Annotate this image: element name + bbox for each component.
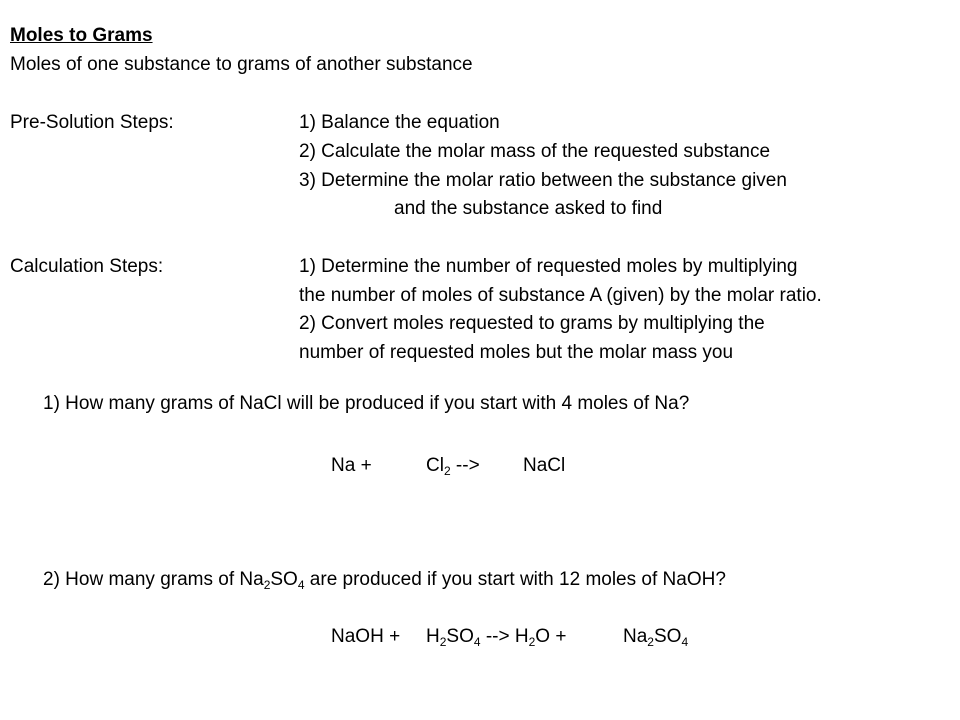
subscript: 2 <box>263 578 271 592</box>
question-text-a: 2) How many grams of Na <box>43 569 264 590</box>
pre-solution-label: Pre-Solution Steps: <box>10 112 174 133</box>
o-symbol: O + <box>535 626 567 647</box>
subscript: 4 <box>681 635 689 649</box>
reaction-arrow: --> H <box>480 626 529 647</box>
problem-2-reactant-naoh: NaOH + <box>331 626 401 647</box>
problem-2-reactant-h2so4 <box>426 625 566 649</box>
subscript: 2 <box>439 635 447 649</box>
reaction-arrow: --> <box>450 455 480 476</box>
pre-solution-step-3-cont: and the substance asked to find <box>394 198 663 219</box>
problem-2-product-na2so4 <box>623 625 688 649</box>
problem-1-reactant-na: Na + <box>331 455 372 476</box>
cl-subscript: 2 <box>443 464 451 478</box>
calculation-step-1-cont: the number of moles of substance A (given) by the molar ratio. <box>299 285 822 306</box>
calculation-step-2: 2) Convert moles requested to grams by multiplying the <box>299 313 765 334</box>
pre-solution-step-1: 1) Balance the equation <box>299 112 500 133</box>
subscript: 2 <box>528 635 536 649</box>
calculation-step-2-cont: number of requested moles but the molar mass you <box>299 342 734 363</box>
subscript: 4 <box>473 635 481 649</box>
question-text-c: are produced if you start with 12 moles of NaOH? <box>304 569 726 590</box>
problem-2-question <box>43 568 726 592</box>
problem-1-product-nacl: NaCl <box>523 455 566 476</box>
na-symbol: Na <box>623 626 648 647</box>
cl-symbol: Cl <box>426 455 444 476</box>
pre-solution-step-2: 2) Calculate the molar mass of the requested substance <box>299 141 771 162</box>
problem-1-question: 1) How many grams of NaCl will be produced if you start with 4 moles of Na? <box>43 393 690 414</box>
problem-1-reactant-cl2 <box>426 454 480 478</box>
page-subtitle: Moles of one substance to grams of another substance <box>10 54 473 75</box>
calculation-label: Calculation Steps: <box>10 256 164 277</box>
question-text-b: SO <box>270 569 298 590</box>
page-title: Moles to Grams <box>10 25 153 46</box>
h-symbol: H <box>426 626 440 647</box>
subscript: 4 <box>297 578 305 592</box>
subscript: 2 <box>647 635 654 649</box>
so-symbol: SO <box>446 626 474 647</box>
calculation-step-1: 1) Determine the number of requested moles by multiplying <box>299 256 798 277</box>
pre-solution-step-3: 3) Determine the molar ratio between the substance given <box>299 170 787 191</box>
so-symbol: SO <box>653 626 682 647</box>
